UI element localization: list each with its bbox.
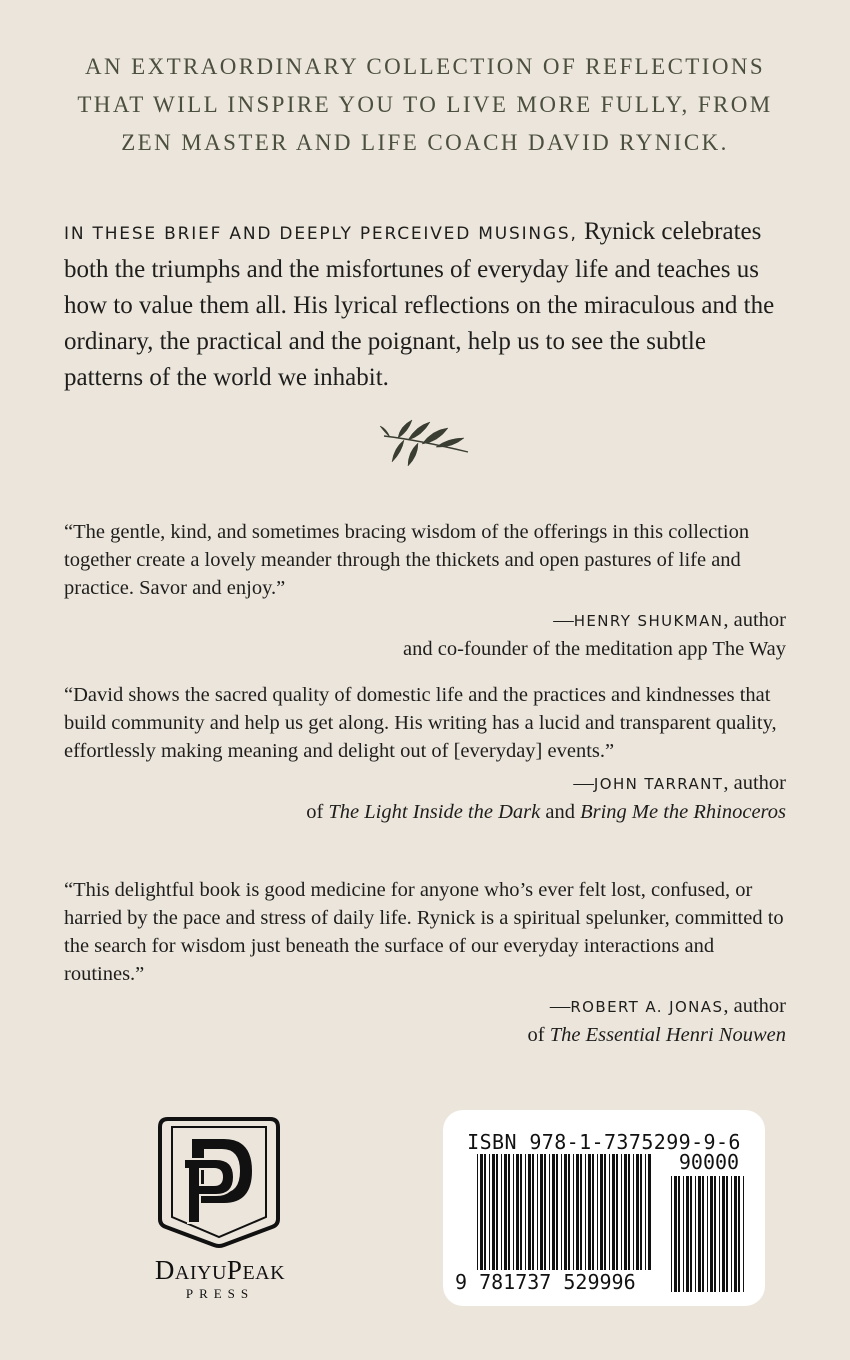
quote-text: “This delightful book is good medicine for anyone who’s ever felt lost, confused, or harried by the pace and stress of daily life. Rynick is a spiritual spelunker, committed to the search for wisdom just beneath the surface of our everyday interactions and routines.” (64, 879, 784, 985)
barcode-bar (738, 1176, 740, 1292)
barcode-bar (496, 1154, 498, 1270)
leaf-sprig-icon (378, 418, 474, 468)
barcode-bar (686, 1176, 689, 1292)
publisher-name-part: EAK (242, 1262, 286, 1284)
barcode-bar (702, 1176, 704, 1292)
isbn-label: ISBN 978-1-7375299-9-6 (467, 1130, 741, 1154)
endorsement-shukman (64, 518, 786, 663)
book-title: The Essential Henri Nouwen (549, 1024, 786, 1046)
description-lead: IN THESE BRIEF AND DEEPLY PERCEIVED MUSINGS, (64, 224, 578, 244)
barcode-bar (640, 1154, 642, 1270)
barcode-bar (592, 1154, 594, 1270)
detail-prefix: of (306, 801, 329, 823)
barcode-bar (690, 1176, 692, 1292)
barcode-bar (528, 1154, 531, 1270)
book-title: Bring Me the Rhinoceros (580, 801, 786, 823)
barcode-bar (480, 1154, 483, 1270)
quote-attribution (64, 992, 786, 1021)
barcode-bar (580, 1154, 582, 1270)
barcode-bar (561, 1154, 562, 1270)
barcode-bar (731, 1176, 732, 1292)
barcode-digits: 9 781737 529996 (455, 1270, 636, 1294)
attribution-name: JOHN TARRANT (593, 775, 724, 793)
attribution-role: , author (723, 609, 786, 631)
attribution-detail: and co-founder of the meditation app The Way (403, 638, 786, 660)
attribution-dash: — (549, 995, 571, 1017)
barcode-bar (636, 1154, 639, 1270)
barcode-bar (477, 1154, 478, 1270)
barcode-bar (573, 1154, 574, 1270)
barcode-bar (678, 1176, 680, 1292)
barcode-bar (568, 1154, 570, 1270)
barcode-bar (674, 1176, 677, 1292)
isbn-barcode (443, 1110, 765, 1306)
barcode-bar (624, 1154, 627, 1270)
detail-prefix: of (527, 1024, 550, 1046)
barcode-bar (722, 1176, 725, 1292)
barcode-bar (698, 1176, 701, 1292)
attribution-detail (64, 1021, 786, 1049)
attribution-dash: — (553, 609, 574, 631)
book-title: The Light Inside the Dark (328, 801, 541, 823)
quote-text: “David shows the sacred quality of domestic life and the practices and kindnesses that build community and help us get along. His writing has a lucid and transparent quality, effortlessly making meaning and delight out of [everyday] events.” (64, 684, 777, 762)
barcode-bar (549, 1154, 550, 1270)
dp-monogram-icon (154, 1115, 284, 1250)
tagline-line: AN EXTRAORDINARY COLLECTION OF REFLECTIONS (84, 54, 766, 79)
barcode-bar (600, 1154, 603, 1270)
quote-text: “The gentle, kind, and sometimes bracing wisdom of the offerings in this collection together create a lovely meander through the thickets and open pastures of life and practice. Savor and enjoy.” (64, 521, 750, 599)
barcode-bar (564, 1154, 567, 1270)
barcode-bar (734, 1176, 737, 1292)
barcode-bar (633, 1154, 634, 1270)
attribution-dash: — (573, 772, 594, 794)
barcode-bar (707, 1176, 708, 1292)
barcode-bar (537, 1154, 538, 1270)
publisher-press: PRESS (185, 1286, 255, 1301)
quote-attribution (64, 769, 786, 798)
attribution-role: , author (723, 995, 786, 1017)
detail-mid: and (540, 801, 581, 823)
attribution-role: , author (723, 772, 786, 794)
barcode-bar (484, 1154, 486, 1270)
barcode-bar (612, 1154, 615, 1270)
barcode-bar (552, 1154, 555, 1270)
barcode-bar (683, 1176, 684, 1292)
barcode-bar (516, 1154, 519, 1270)
attribution-detail (64, 798, 786, 826)
price-addon: 90000 (678, 1150, 740, 1174)
barcode-bar (671, 1176, 672, 1292)
tagline-line: THAT WILL INSPIRE YOU TO LIVE MORE FULLY, FROM (77, 92, 773, 117)
barcode-bar (645, 1154, 646, 1270)
barcode-bar (504, 1154, 507, 1270)
barcode-bar (489, 1154, 490, 1270)
barcode-bar (621, 1154, 622, 1270)
barcode-bar (597, 1154, 598, 1270)
barcode-bar (743, 1176, 744, 1292)
attribution-name: ROBERT A. JONAS (570, 998, 724, 1016)
attribution-name: HENRY SHUKMAN (573, 612, 724, 630)
barcode-bar (710, 1176, 713, 1292)
barcode-bar (695, 1176, 696, 1292)
endorsement-jonas (64, 876, 786, 1049)
barcode-bar (544, 1154, 546, 1270)
barcode-bar (726, 1176, 728, 1292)
description-text: Rynick celebrates both the triumphs and the misfortunes of everyday life and teaches us how to value them all. His lyrical reflections on the miraculous and the ordinary, the practical and the poignant, help us to see the subtle patterns of the world we inhabit. (64, 218, 775, 391)
tagline-line: ZEN MASTER AND LIFE COACH DAVID RYNICK. (121, 130, 729, 155)
barcode-bar (714, 1176, 716, 1292)
endorsement-tarrant (64, 681, 786, 826)
quote-attribution (64, 606, 786, 635)
barcode-bar (648, 1154, 651, 1270)
barcode-bar (588, 1154, 591, 1270)
tagline (0, 48, 850, 162)
barcode-bar (556, 1154, 558, 1270)
barcode-bar (576, 1154, 579, 1270)
barcode-bar (540, 1154, 543, 1270)
barcode-bar (609, 1154, 610, 1270)
barcode-bar (628, 1154, 630, 1270)
barcode-bar (604, 1154, 606, 1270)
barcode-bar (719, 1176, 720, 1292)
barcode-bar (513, 1154, 514, 1270)
barcode-bar (585, 1154, 586, 1270)
book-description (64, 214, 788, 396)
publisher-name-part: P (226, 1255, 243, 1285)
barcode-bar (532, 1154, 534, 1270)
publisher-name (130, 1255, 310, 1286)
barcode-bar (525, 1154, 526, 1270)
barcode-bar (616, 1154, 618, 1270)
barcode-bar (508, 1154, 510, 1270)
publisher-name-part: AIYU (174, 1262, 227, 1284)
barcode-bar (501, 1154, 502, 1270)
barcode-bar (520, 1154, 522, 1270)
publisher-name-part: D (154, 1255, 175, 1285)
barcode-bar (492, 1154, 495, 1270)
